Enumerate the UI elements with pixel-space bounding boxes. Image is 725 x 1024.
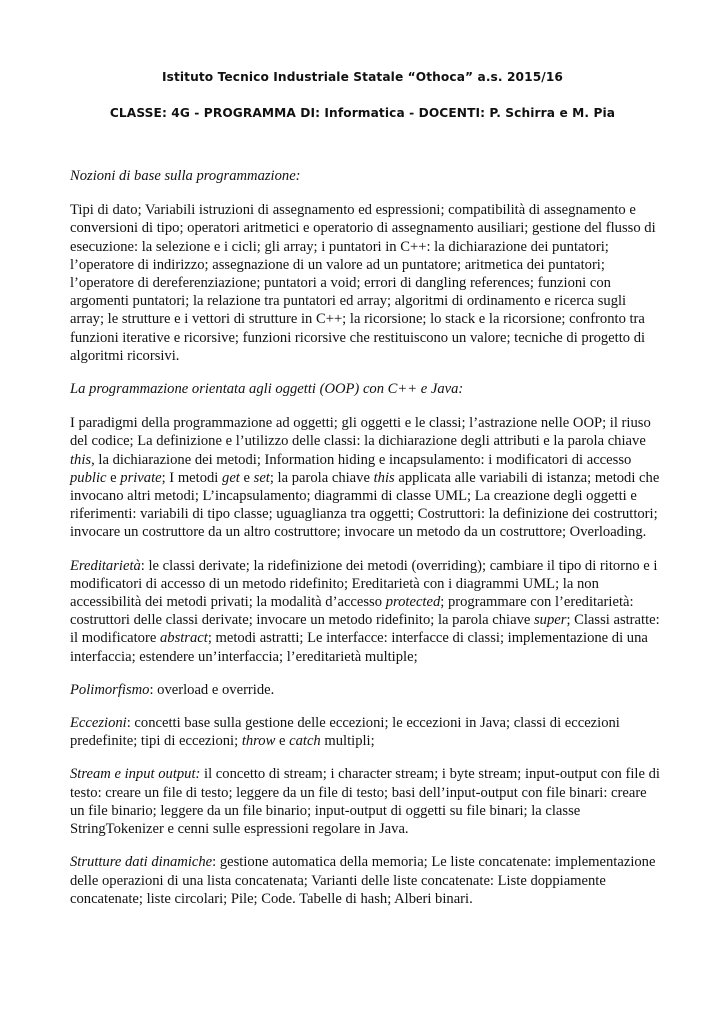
text-run: : le classi derivate; la ridefinizione dei metodi (overriding); cambiare il tipo di ritorno e i modificatori di accesso di un metodo ridefinito; Ereditarietà con i diagrammi UML; la non accessibilità dei metodi privati; la modalità d’accesso xyxy=(70,557,658,611)
section-exceptions xyxy=(70,714,660,750)
section-polymorphism xyxy=(70,681,660,699)
keyword-public: public xyxy=(70,469,107,486)
keyword-set: set xyxy=(253,469,270,486)
text-run: : gestione automatica della memoria; Le liste concatenate: implementazione delle operazioni di una lista concatenata; Varianti delle liste concatenate: Liste doppiamente concatenate; liste circolari; Pile; Code. Tabelle di hash; Alberi binari. xyxy=(70,854,656,907)
section-streams xyxy=(70,765,660,838)
text-run: applicata alle variabili di istanza; metodi che invocano altri metodi; L’incapsulamento; diagrammi di classe UML; La creazione degli oggetti e riferimenti: variabili di tipo classe; uguaglianza tra oggetti; Costruttori: la definizione dei costruttori; invocare un costruttore da un altro costruttore; invocare un metodo da un costruttore; Overloading. xyxy=(70,469,660,541)
text-run: ; metodi astratti; Le interfacce: interfacce di classi; implementazione di una interfaccia; estendere un’interfaccia; l’ereditarietà multiple; xyxy=(70,630,648,665)
text-run: : overload e override. xyxy=(149,681,275,698)
section-title-inheritance: Ereditarietà xyxy=(70,557,141,574)
keyword-private: private xyxy=(120,469,162,486)
section-title-oop xyxy=(70,380,660,398)
keyword-this: this xyxy=(70,451,92,468)
section-title-exceptions: Eccezioni xyxy=(70,715,127,732)
section-title-streams: Stream e input output: xyxy=(70,766,201,783)
text-run: ; I metodi xyxy=(161,469,223,486)
section-title-dynamic-structures: Strutture dati dinamiche xyxy=(70,854,213,871)
program-body xyxy=(70,167,660,923)
text-run: il concetto di stream; i character stream; i byte stream; input-output con file di testo: creare un file di testo; leggere da un file di testo; basi dell’input-output con file binari: creare un file binario; leggere da un file binario; input-output di oggetti su file binari; la classe StringTokenizer e cenni sulle espressioni regolare in Java. xyxy=(70,766,660,838)
keyword-throw: throw xyxy=(241,733,276,750)
text-run: , la dichiarazione dei metodi; Information hiding e incapsulamento: i modificatori di accesso xyxy=(91,451,632,468)
keyword-get: get xyxy=(222,469,240,486)
section-text-oop xyxy=(70,414,660,541)
section-title-basics xyxy=(70,167,660,185)
text-run: ; la parola chiave xyxy=(269,469,374,486)
class-program-title: CLASSE: 4G - PROGRAMMA DI: Informatica - DOCENTI: P. Schirra e M. Pia xyxy=(109,106,616,120)
text-run: ; programmare con l’ereditarietà: costruttori delle classi derivate; invocare un metodo ridefinito; la parola chiave xyxy=(70,594,634,629)
school-title: Istituto Tecnico Industriale Statale “Othoca” a.s. 2015/16 xyxy=(161,70,564,84)
keyword-protected: protected xyxy=(385,594,441,611)
section-dynamic-structures xyxy=(70,853,660,908)
section-inheritance xyxy=(70,557,660,666)
text-run: e xyxy=(106,469,121,486)
section-title-polymorphism: Polimorfismo xyxy=(70,681,150,698)
section-text-basics: Tipi di dato; Variabili istruzioni di assegnamento ed espressioni; compatibilità di assegnamento e conversioni di tipo; operatori aritmetici e operatorio di assegnamento ausiliari; gestione del flusso di esecuzione: la selezione e i cicli; gli array; i puntatori in C++: la dichiarazione dei puntatori; l’operatore di indirizzo; assegnazione di un valore ad un puntatore; aritmetica dei puntatori; l’operatore di dereferenziazione; puntatori a void; errori di dangling references; funzioni con argomenti puntatori; la relazione tra puntatori ed array; algoritmi di ordinamento e ricerca sugli array; le strutture e i vettori di strutture in C++; la ricorsione; lo stack e la ricorsione; confronto tra funzioni iterative e ricorsive; funzioni ricorsive che restituiscono un valore; tecniche di progetto di algoritmi ricorsivi. xyxy=(70,202,656,364)
text-run: : concetti base sulla gestione delle eccezioni; le eccezioni in Java; classi di eccezioni predefinite; tipi di eccezioni; xyxy=(70,715,620,750)
text-run: multipli; xyxy=(320,733,375,750)
text-run: e xyxy=(275,733,290,750)
text-run: e xyxy=(239,469,254,486)
text-run: ; Classi astratte: il modificatore xyxy=(70,612,660,647)
keyword-abstract: abstract xyxy=(159,630,208,647)
section-title-text: Nozioni di base sulla programmazione: xyxy=(70,168,301,184)
keyword-catch: catch xyxy=(289,733,321,750)
text-run: I paradigmi della programmazione ad oggetti; gli oggetti e le classi; l’astrazione nelle OOP; il riuso del codice; La definizione e l’utilizzo delle classi: la dichiarazione degli attributi e la parola chiave xyxy=(70,415,651,450)
keyword-super: super xyxy=(534,612,567,629)
section-title-text: La programmazione orientata agli oggetti (OOP) con C++ e Java: xyxy=(70,381,464,398)
keyword-this: this xyxy=(373,469,395,486)
